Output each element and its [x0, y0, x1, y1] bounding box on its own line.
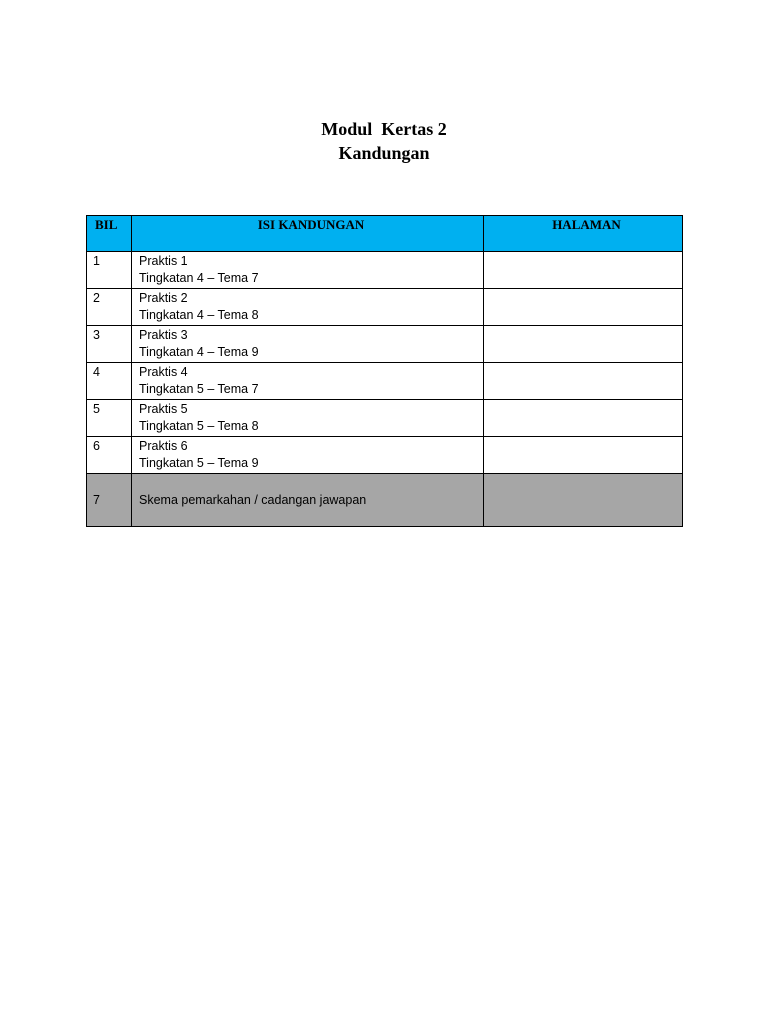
- row-page: [484, 252, 683, 289]
- header-bil: BIL: [87, 216, 132, 252]
- row-content-line-2: Tingkatan 4 – Tema 9: [139, 345, 259, 359]
- contents-table: [86, 215, 683, 527]
- header-halaman: HALAMAN: [484, 216, 683, 252]
- table-row-answer-scheme: [87, 474, 683, 527]
- row-number: 2: [87, 289, 132, 326]
- row-content-line-2: Tingkatan 4 – Tema 7: [139, 271, 259, 285]
- row-content: [132, 474, 484, 527]
- row-content-line-2: Tingkatan 5 – Tema 7: [139, 382, 259, 396]
- row-content-line-2: Tingkatan 4 – Tema 8: [139, 308, 259, 322]
- table-row: [87, 400, 683, 437]
- row-number: 5: [87, 400, 132, 437]
- table-header-row: [87, 216, 683, 252]
- table-row: [87, 289, 683, 326]
- row-number: 6: [87, 437, 132, 474]
- row-content: [132, 363, 484, 400]
- row-content-line-1: Praktis 3: [139, 328, 188, 342]
- row-page: [484, 326, 683, 363]
- row-number: 3: [87, 326, 132, 363]
- row-page: [484, 474, 683, 527]
- row-content: [132, 289, 484, 326]
- row-number: 7: [87, 474, 132, 527]
- table-row: [87, 437, 683, 474]
- row-content-line-1: Praktis 6: [139, 439, 188, 453]
- row-content-line-2: Tingkatan 5 – Tema 8: [139, 419, 259, 433]
- title-line-1: Modul Kertas 2: [321, 119, 447, 139]
- table-row: [87, 363, 683, 400]
- row-page: [484, 289, 683, 326]
- row-content: [132, 326, 484, 363]
- row-number: 1: [87, 252, 132, 289]
- row-page: [484, 437, 683, 474]
- row-content: [132, 252, 484, 289]
- table-row: [87, 252, 683, 289]
- row-content: [132, 437, 484, 474]
- row-content-line-1: Skema pemarkahan / cadangan jawapan: [139, 492, 367, 507]
- row-content-line-1: Praktis 5: [139, 402, 188, 416]
- title-line-2: Kandungan: [338, 143, 430, 163]
- row-content: [132, 400, 484, 437]
- header-isi-kandungan: ISI KANDUNGAN: [132, 216, 484, 252]
- row-content-line-1: Praktis 1: [139, 254, 188, 268]
- row-content-line-2: Tingkatan 5 – Tema 9: [139, 456, 259, 470]
- row-page: [484, 400, 683, 437]
- row-page: [484, 363, 683, 400]
- row-number: 4: [87, 363, 132, 400]
- document-title: [0, 117, 768, 165]
- table-row: [87, 326, 683, 363]
- row-content-line-1: Praktis 4: [139, 365, 188, 379]
- row-content-line-1: Praktis 2: [139, 291, 188, 305]
